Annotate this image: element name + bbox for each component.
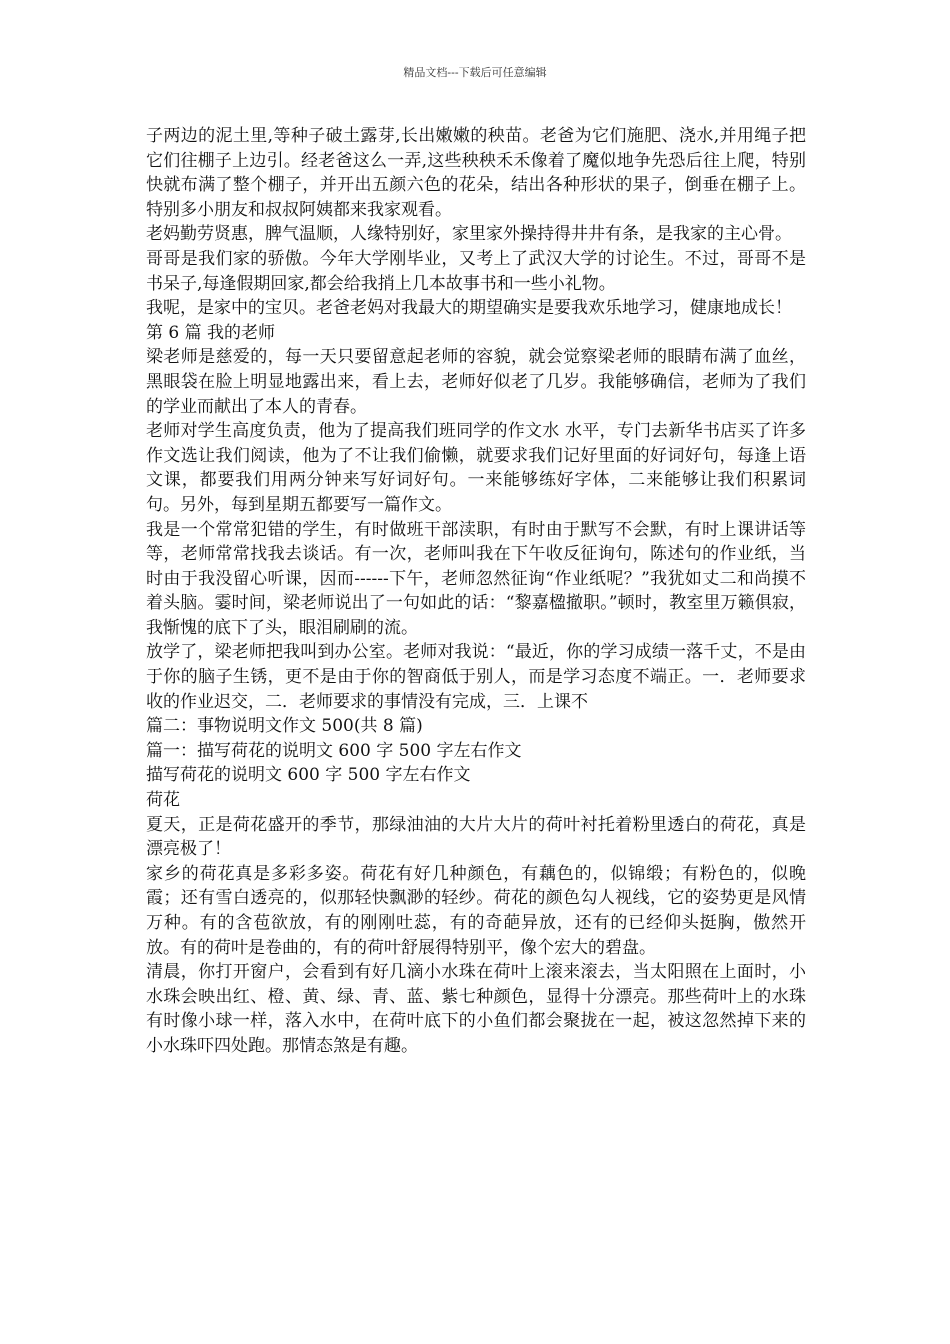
paragraph-brother: 哥哥是我们家的骄傲。今年大学刚毕业，又考上了武汉大学的讨论生。不过，哥哥不是书呆子,每逢假期回家,都会给我捎上几本故事书和一些小礼物。 — [146, 248, 806, 294]
paragraph-teacher-responsible: 老师对学生高度负责，他为了提高我们班同学的作文水 水平，专门去新华书店买了许多作文选让我们阅读，他为了不让我们偷懒，就要求我们记好里面的好词好句，每逢上语文课，都要我们用两分钟来写好词好句。一来能够练好字体，二来能够让我们积累词句。另外，每到星期五都要写一篇作文。 — [146, 421, 806, 515]
paragraph-after-school: 放学了，梁老师把我叫到办公室。老师对我说：“最近，你的学习成绩一落千丈，不是由于你的脑子生锈，更不是由于你的智商低于别人，而是学习态度不端正。一．老师要求收的作业迟交，二．老师要求的事情没有完成，三．上课不 — [146, 642, 806, 712]
section-heading-expository: 篇二：事物说明文作文 500(共 8 篇) — [146, 716, 423, 737]
paragraph-summer-lotus: 夏天，正是荷花盛开的季节，那绿油油的大片大片的荷叶衬托着粉里透白的荷花，真是漂亮极了！ — [146, 814, 806, 860]
paragraph-lotus-colors: 家乡的荷花真是多彩多姿。荷花有好几种颜色，有藕色的，似锦缎；有粉色的，似晚霞；还有雪白透亮的，似那轻快飘渺的轻纱。荷花的颜色勾人视线，它的姿势更是风情万种。有的含苞欲放，有的刚刚吐蕊，有的奇葩异放，还有的已经仰头挺胸，傲然开放。有的荷叶是卷曲的，有的荷叶舒展得特别平，像个宏大的碧盘。 — [146, 863, 806, 958]
paragraph-mistake-story: 我是一个常常犯错的学生，有时做班干部渎职，有时由于默写不会默，有时上课讲话等等，老师常常找我去谈话。有一次，老师叫我在下午收反征询句，陈述句的作业纸，当时由于我没留心听课，因而------下午，老师忽然征询“作业纸呢？”我犹如丈二和尚摸不着头脑。霎时间，梁老师说出了一句如此的话：“黎嘉楹撤职。”顿时，教室里万籁俱寂，我惭愧的底下了头，眼泪刷刷的流。 — [146, 519, 806, 638]
paragraph-me: 我呢，是家中的宝贝。老爸老妈对我最大的期望确实是要我欢乐地学习，健康地成长！ — [146, 298, 792, 319]
essay-title-lotus: 荷花 — [146, 790, 180, 811]
paragraph-teacher-kind: 梁老师是慈爱的，每一天只要留意起老师的容貌，就会觉察梁老师的眼睛布满了血丝，黑眼袋在脸上明显地露出来，看上去，老师好似老了几岁。我能够确信，老师为了我们的学业而献出了本人的青春。 — [146, 347, 806, 417]
article-title-lotus: 描写荷花的说明文 600 字 500 字左右作文 — [146, 765, 471, 786]
paragraph-morning-dew: 清晨，你打开窗户，会看到有好几滴小水珠在荷叶上滚来滚去，当太阳照在上面时，小水珠会映出红、橙、黄、绿、青、蓝、紫七种颜色，显得十分漂亮。那些荷叶上的水珠有时像小球一样，落入水中，在荷叶底下的小鱼们都会聚拢在一起，被这忽然掉下来的小水珠吓四处跑。那情态煞是有趣。 — [146, 962, 806, 1056]
paragraph-garden-vines: 子两边的泥土里,等种子破土露芽,长出嫩嫩的秧苗。老爸为它们施肥、浇水,并用绳子把它们往棚子上边引。经老爸这么一弄,这些秧秧禾禾像着了魔似地争先恐后往上爬，特别快就布满了整个棚子，并开出五颜六色的花朵，结出各种形状的果子，倒垂在棚子上。特别多小朋友和叔叔阿姨都来我家观看。 — [146, 126, 806, 220]
article-heading-lotus: 篇一：描写荷花的说明文 600 字 500 字左右作文 — [146, 740, 522, 761]
page-header: 精品文档---下载后可任意编辑 — [403, 66, 547, 79]
essay-heading-my-teacher: 第 6 篇 我的老师 — [146, 322, 276, 343]
paragraph-mother: 老妈勤劳贤惠，脾气温顺，人缘特别好，家里家外操持得井井有条，是我家的主心骨。 — [146, 224, 792, 245]
document-body — [146, 124, 806, 1059]
